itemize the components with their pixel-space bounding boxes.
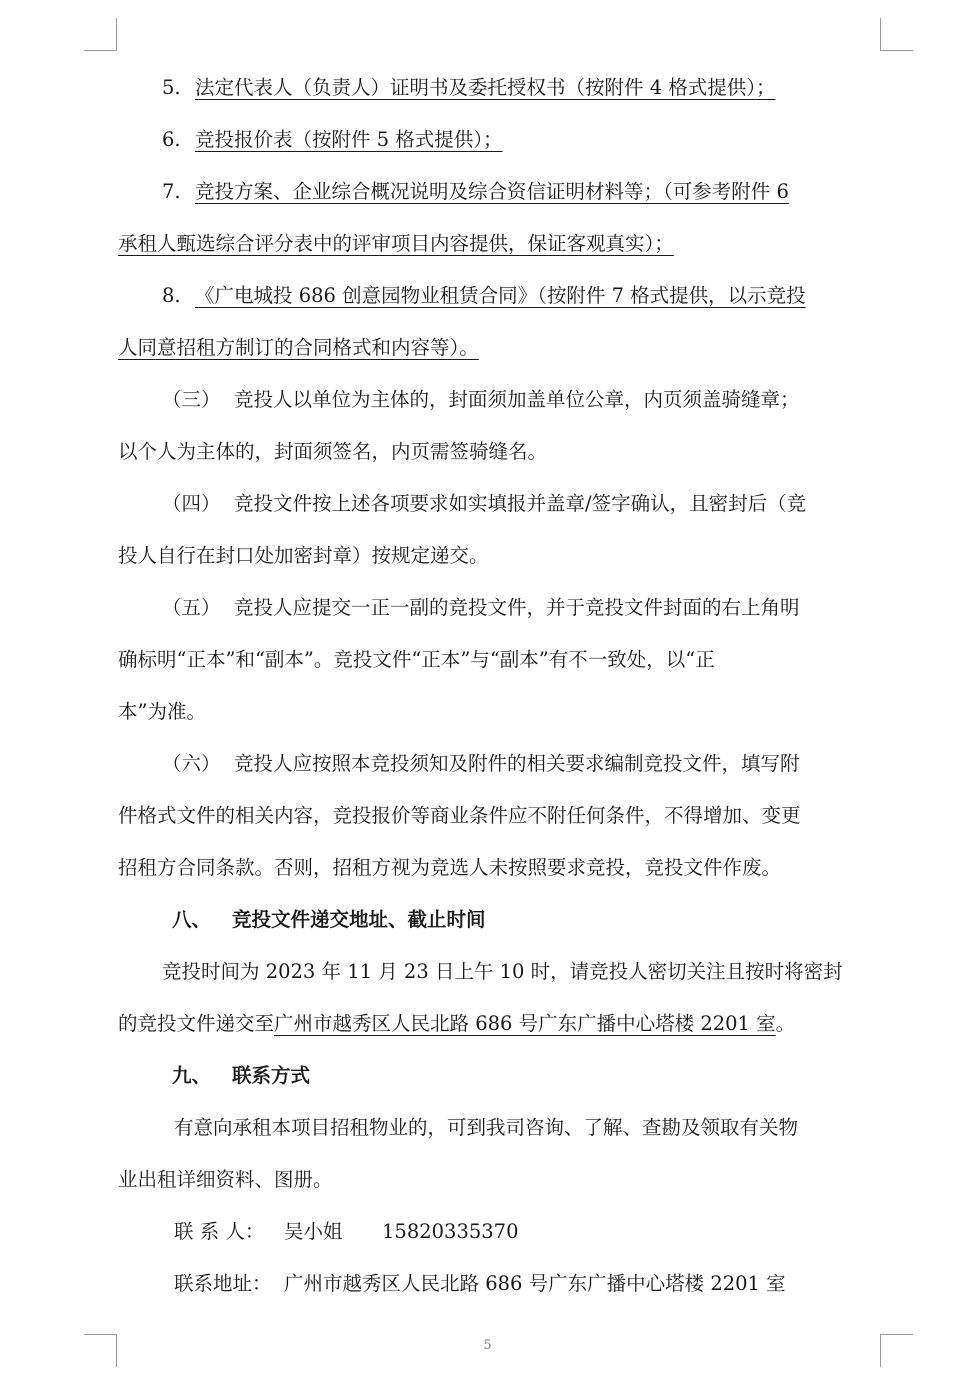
clause-4-cont: 投人自行在封口处加密封章）按规定递交。: [118, 544, 489, 567]
item-8-cont: 人同意招租方制订的合同格式和内容等）。: [118, 336, 479, 359]
contact-phone: 15820335370: [382, 1220, 519, 1243]
crop-mark: [84, 1334, 117, 1335]
clause-5-cont: 确标明“正本”和“副本”。竞投文件“正本”与“副本”有不一致处，以“正: [118, 648, 715, 671]
clause-6-cont: 件格式文件的相关内容，竞投报价等商业条件应不附任何条件，不得增加、变更: [118, 804, 801, 827]
crop-mark: [116, 18, 117, 51]
clause-6-cont: 招租方合同条款。否则，招租方视为竞选人未按照要求竞投，竞投文件作废。: [118, 856, 782, 879]
item-8-text: 《广电城投 686 创意园物业租赁合同》（按附件 7 格式提供，以示竞投: [195, 284, 806, 307]
item-7-cont: 承租人甄选综合评分表中的评审项目内容提供，保证客观真实）；: [118, 232, 674, 255]
clause-5-cont: 本”为准。: [118, 700, 206, 723]
clause-3-cont: 以个人为主体的，封面须签名，内页需签骑缝名。: [118, 440, 548, 463]
item-7-text: 竞投方案、企业综合概况说明及综合资信证明材料等；（可参考附件 6: [195, 180, 789, 203]
submission-address: 广州市越秀区人民北路 686 号广东广播中心塔楼 2201 室: [274, 1012, 776, 1035]
item-6-text: 竞投报价表（按附件 5 格式提供）；: [195, 128, 503, 151]
crop-mark: [880, 1334, 913, 1335]
page-number: 5: [483, 1338, 492, 1353]
crop-mark: [880, 50, 913, 51]
deadline-paragraph-cont: 的竞投文件递交至广州市越秀区人民北路 686 号广东广播中心塔楼 2201 室。: [118, 1012, 796, 1035]
crop-mark: [880, 18, 881, 51]
contact-name: 吴小姐: [284, 1220, 343, 1243]
crop-mark: [84, 50, 117, 51]
item-5-text: 法定代表人（负责人）证明书及委托授权书（按附件 4 格式提供）；: [195, 76, 776, 99]
contact-paragraph-cont: 业出租详细资料、图册。: [118, 1168, 333, 1191]
